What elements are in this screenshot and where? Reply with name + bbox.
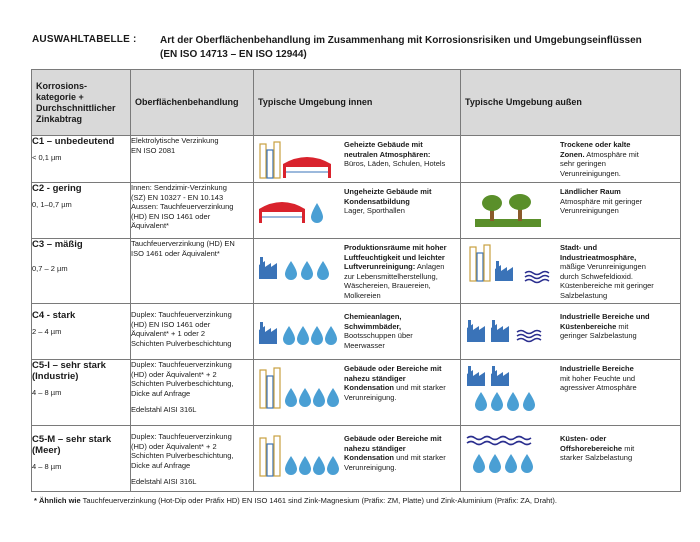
outside-text: Trockene oder kalte Zonen. Atmosphäre mit sehr geringen Verunreinigungen. [560, 140, 639, 178]
building-drops-icon [257, 364, 343, 412]
category-name: C4 - stark [32, 310, 76, 321]
inside-text: Ungeheizte Gebäude mit Kondensatbildung Lager, Sporthallen [344, 187, 432, 215]
inside-cell [254, 426, 461, 492]
header-outside: Typische Umgebung außen [461, 70, 681, 136]
zinc-loss: < 0,1 µm [32, 153, 62, 162]
table-row [32, 239, 681, 304]
inside-text: Geheizte Gebäude mit neutralen Atmosphären: Büros, Läden, Schulen, Hotels [344, 140, 446, 168]
header-treatment: Oberflächenbehandlung [131, 70, 254, 136]
hall-and-drop-icon [257, 195, 339, 227]
trees-icon [473, 193, 545, 229]
table-row [32, 360, 681, 426]
category-name: C3 – mäßig [32, 239, 83, 250]
zinc-loss: 2 – 4 µm [32, 327, 62, 336]
category-cell [32, 360, 131, 426]
inside-text: Chemieanlagen, Schwimmbäder, Bootsschuppen über Meerwasser [344, 312, 413, 350]
zinc-loss: 0, 1–0,7 µm [32, 200, 72, 209]
outside-cell [461, 304, 681, 360]
category-cell [32, 136, 131, 183]
factories-waves-icon [465, 316, 555, 346]
selection-table [31, 69, 681, 492]
treatment-cell: Duplex: Tauchfeuerverzinkung (HD) oder Äquivalent* + 2 Schichten Pulverbeschichtung, Dicke auf Anfrage Edelstahl AISI 316L [131, 426, 254, 492]
header-category: Korrosions- kategorie + Durchschnittlicher Zinkabtrag [32, 70, 131, 136]
table-row [32, 426, 681, 492]
factory-drops-icon [257, 253, 339, 283]
inside-cell [254, 183, 461, 239]
table-title [160, 34, 642, 62]
treatment-cell: Duplex: Tauchfeuerverzinkung (HD) EN ISO 1461 oder Äquivalent* + 1 oder 2 Schichten Pulverbeschichtung [131, 304, 254, 360]
waves-drops-icon [465, 434, 555, 484]
treatment-cell: Tauchfeuerverzinkung (HD) EN ISO 1461 oder Äquivalent* [131, 239, 254, 304]
outside-text: Stadt- und Industrieatmosphäre, mäßige Verunreinigungen durch Schwefeldioxid. Küstenbereiche mit geringer Salzbelastung [560, 243, 654, 300]
table-label: AUSWAHLTABELLE : [32, 34, 137, 45]
title-line-2: (EN ISO 14713 – EN ISO 12944) [160, 49, 307, 60]
zinc-loss: 0,7 – 2 µm [32, 264, 68, 273]
inside-text: Gebäude oder Bereiche mit nahezu ständiger Kondensation und mit starker Verunreinigung. [344, 434, 446, 472]
category-subname: (Meer) [32, 445, 61, 456]
treatment-cell: Innen: Sendzimir-Verzinkung (SZ) EN 10327 - EN 10.143 Aussen: Tauchfeuerverzinkung (HD) EN ISO 1461 oder Äquivalent* [131, 183, 254, 239]
category-cell [32, 304, 131, 360]
outside-cell [461, 426, 681, 492]
category-cell [32, 239, 131, 304]
table-header-row [32, 70, 681, 136]
table-row [32, 136, 681, 183]
factories-drops-icon [465, 366, 555, 416]
inside-text: Produktionsräume mit hoher Luftfeuchtigkeit und leichter Luftverunreinigung: Anlagen zur Lebensmittelherstellung, Wäschereien, Brauereien, Molkereien [344, 243, 447, 300]
table-row [32, 304, 681, 360]
inside-cell [254, 136, 461, 183]
city-factory-waves-icon [467, 243, 557, 287]
outside-cell [461, 136, 681, 183]
category-name: C5-I – sehr stark [32, 360, 106, 371]
zinc-loss: 4 – 8 µm [32, 388, 62, 397]
inside-text: Gebäude oder Bereiche mit nahezu ständiger Kondensation und mit starker Verunreinigung. [344, 364, 446, 402]
treatment-cell: Elektrolytische Verzinkung EN ISO 2081 [131, 136, 254, 183]
inside-cell [254, 360, 461, 426]
outside-text: Ländlicher Raum Atmosphäre mit geringer Verunreinigungen [560, 187, 643, 215]
footnote [34, 496, 557, 505]
category-subname: (Industrie) [32, 371, 79, 382]
title-line-1: Art der Oberflächenbehandlung im Zusammenhang mit Korrosionsrisiken und Umgebungseinflüssen [160, 35, 642, 46]
footnote-marker: * Ähnlich wie [34, 496, 81, 505]
building-icon [257, 140, 337, 180]
inside-cell [254, 239, 461, 304]
inside-cell [254, 304, 461, 360]
footnote-text: Tauchfeuerverzinkung (Hot-Dip oder Präfix HD) EN ISO 1461 sind Zink-Magnesium (Präfix: ZM, Platte) und Zink-Aluminium (Präfix: ZA, Draht). [82, 496, 557, 505]
building-drops-icon [257, 432, 343, 480]
outside-text: Industrielle Bereiche und Küstenbereiche mit geringer Salzbelastung [560, 312, 650, 340]
treatment-cell: Duplex: Tauchfeuerverzinkung (HD) oder Äquivalent* + 2 Schichten Pulverbeschichtung, Dicke auf Anfrage Edelstahl AISI 316L [131, 360, 254, 426]
category-name: C2 - gering [32, 183, 82, 194]
outside-cell [461, 183, 681, 239]
category-name: C1 – unbedeutend [32, 136, 115, 147]
header-inside: Typische Umgebung innen [254, 70, 461, 136]
outside-text: Küsten- oder Offshorebereiche mit starker Salzbelastung [560, 434, 635, 462]
category-cell [32, 183, 131, 239]
outside-cell [461, 360, 681, 426]
outside-text: Industrielle Bereiche mit hoher Feuchte und agressiver Atmosphäre [560, 364, 637, 392]
outside-cell [461, 239, 681, 304]
category-cell [32, 426, 131, 492]
category-name: C5-M – sehr stark [32, 434, 112, 445]
zinc-loss: 4 – 8 µm [32, 462, 62, 471]
factory-drops-icon [257, 318, 343, 348]
table-row [32, 183, 681, 239]
